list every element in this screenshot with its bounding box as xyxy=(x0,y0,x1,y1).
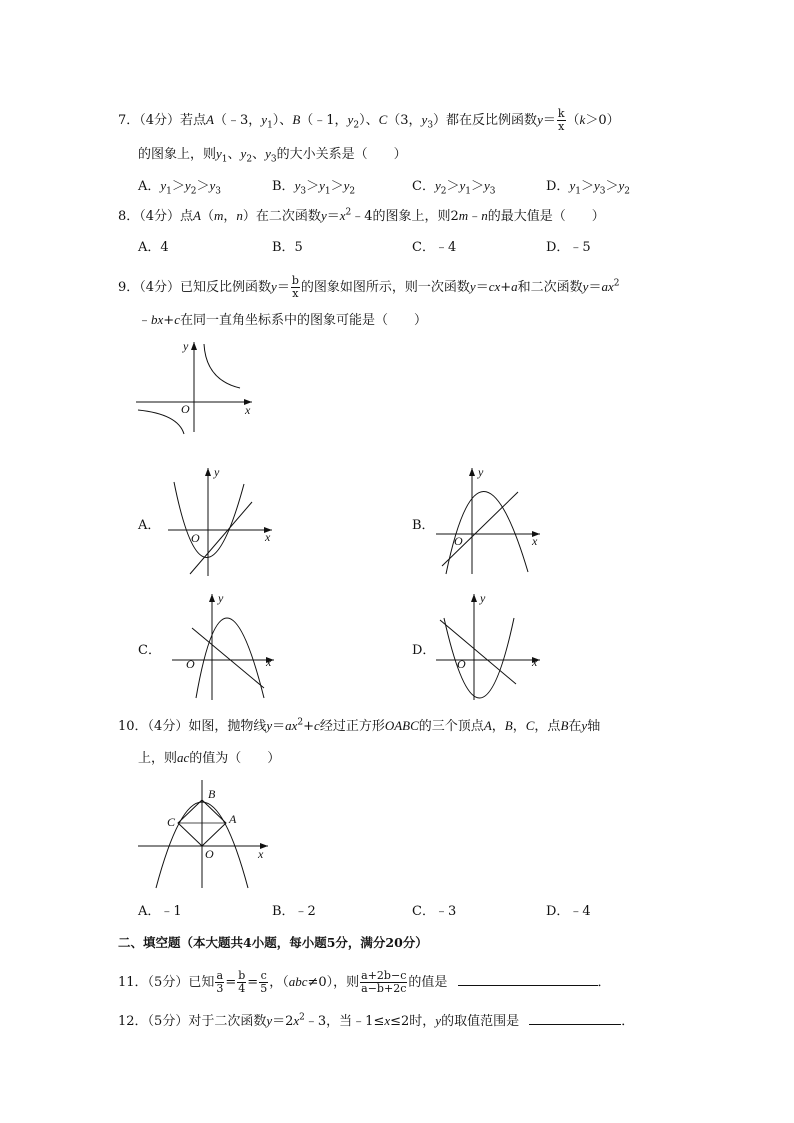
q10-option-d[interactable]: D．﹣4 xyxy=(546,904,591,919)
q7-option-b[interactable]: B．$y_3>y_1>y_2$ xyxy=(272,178,356,197)
q9-option-d-graph[interactable] xyxy=(432,588,550,706)
q9-option-c-y-label: y xyxy=(218,591,224,605)
q9-axis-x-label: x xyxy=(245,403,251,417)
q11-line: 11．（5分）已知 $\frac{a}{3}$ = $\frac{b}{4}$ = $\frac{c}{5}$ ，（abc≠0），则 $\frac{a+2b-c}{a-b+2c}$ 的值是 ． xyxy=(118,969,611,995)
fraction-a-over-3: $\frac{a}{3}$ xyxy=(216,969,224,995)
q10-option-a[interactable]: A．﹣1 xyxy=(138,904,182,919)
q8-option-b[interactable]: B．5 xyxy=(272,240,303,255)
q9-option-c-x-label: x xyxy=(266,655,272,669)
q11-answer-blank[interactable] xyxy=(458,971,598,986)
q10-parabola-square-figure xyxy=(134,776,274,890)
q9-option-b-label[interactable]: B． xyxy=(412,518,435,533)
q7-option-c[interactable]: C．$y_2>y_1>y_3$ xyxy=(412,178,496,197)
q9-option-a-y-label: y xyxy=(214,465,220,479)
q9-line2: ﹣bx+c在同一直角坐标系中的图象可能是（ ） xyxy=(138,312,427,328)
q9-option-b-origin: O xyxy=(454,534,463,548)
q9-option-a-x-label: x xyxy=(265,530,271,544)
fraction-b-over-x: $\frac{b}{x}$ xyxy=(291,274,299,300)
q8-option-d[interactable]: D．﹣5 xyxy=(546,240,591,255)
q8-line1: 8．（4分）点A（m，n）在二次函数$y=x^2﹣4$的图象上，则2m﹣n的最大值是（ ） xyxy=(118,207,605,224)
q7-option-a[interactable]: A．$y_1>y_2>y_3$ xyxy=(138,178,221,197)
q9-option-c-origin: O xyxy=(186,657,195,671)
q9-origin-label: O xyxy=(181,402,190,416)
q9-option-b-x-label: x xyxy=(532,534,538,548)
q7-option-d[interactable]: D．$y_1>y_3>y_2$ xyxy=(546,178,631,197)
q9-option-a-origin: O xyxy=(191,531,200,545)
q10-option-b[interactable]: B．﹣2 xyxy=(272,904,316,919)
q9-option-b-y-label: y xyxy=(478,465,484,479)
q9-option-a-graph[interactable] xyxy=(160,462,278,580)
q9-option-a-label[interactable]: A． xyxy=(138,518,161,533)
q7-line2: 的图象上，则$y_1$、$y_2$、$y_3$的大小关系是（ ） xyxy=(138,146,407,165)
q10-label-b: B xyxy=(208,787,216,801)
q9-hyperbola-figure xyxy=(128,336,260,436)
q10-label-x: x xyxy=(258,847,264,861)
section-heading-fill-in: 二、填空题（本大题共4小题，每小题5分，满分20分） xyxy=(118,935,428,950)
q10-line1: 10．（4分）如图，抛物线$y=ax^2+c$经过正方形OABC的三个顶点A，B，C，点B在y轴 xyxy=(118,717,601,734)
q10-line2: 上，则ac的值为（ ） xyxy=(138,750,281,766)
q9-option-d-x-label: x xyxy=(532,655,538,669)
fraction-k-over-x: $\frac{k}{x}$ xyxy=(557,107,565,133)
q7-line1: 7．（4分）若点A（﹣3，$y_1$）、B（﹣1，$y_2$）、C（3，$y_3$）都在反比例函数y＝ $\frac{k}{x}$ （k＞0） xyxy=(118,107,620,133)
fraction-expression: $\frac{a+2b-c}{a-b+2c}$ xyxy=(361,969,407,995)
q9-axis-y-label: y xyxy=(183,339,189,353)
fraction-c-over-5: $\frac{c}{5}$ xyxy=(260,969,268,995)
q8-option-c[interactable]: C．﹣4 xyxy=(412,240,457,255)
q9-option-b-graph[interactable] xyxy=(432,462,550,580)
q9-option-d-label[interactable]: D． xyxy=(412,643,436,658)
q12-answer-blank[interactable] xyxy=(529,1010,621,1025)
q10-label-c: C xyxy=(167,815,176,829)
q9-option-d-origin: O xyxy=(457,657,466,671)
q8-option-a[interactable]: A．4 xyxy=(138,240,169,255)
fraction-b-over-4: $\frac{b}{4}$ xyxy=(238,969,246,995)
q10-label-o: O xyxy=(205,847,214,861)
q9-option-d-y-label: y xyxy=(480,591,486,605)
q10-label-a: A xyxy=(229,812,237,826)
q9-option-c-graph[interactable] xyxy=(166,588,284,706)
q10-option-c[interactable]: C．﹣3 xyxy=(412,904,457,919)
q9-option-c-label[interactable]: C． xyxy=(138,643,161,658)
q9-line1: 9．（4分）已知反比例函数y＝ $\frac{b}{x}$ 的图象如图所示，则一次函数y＝cx+a和二次函数$y=ax^2$ xyxy=(118,274,620,300)
q12-line: 12．（5分）对于二次函数$y=2x^2﹣3$，当﹣1≤x≤2时，y的取值范围是 ． xyxy=(118,1010,634,1031)
